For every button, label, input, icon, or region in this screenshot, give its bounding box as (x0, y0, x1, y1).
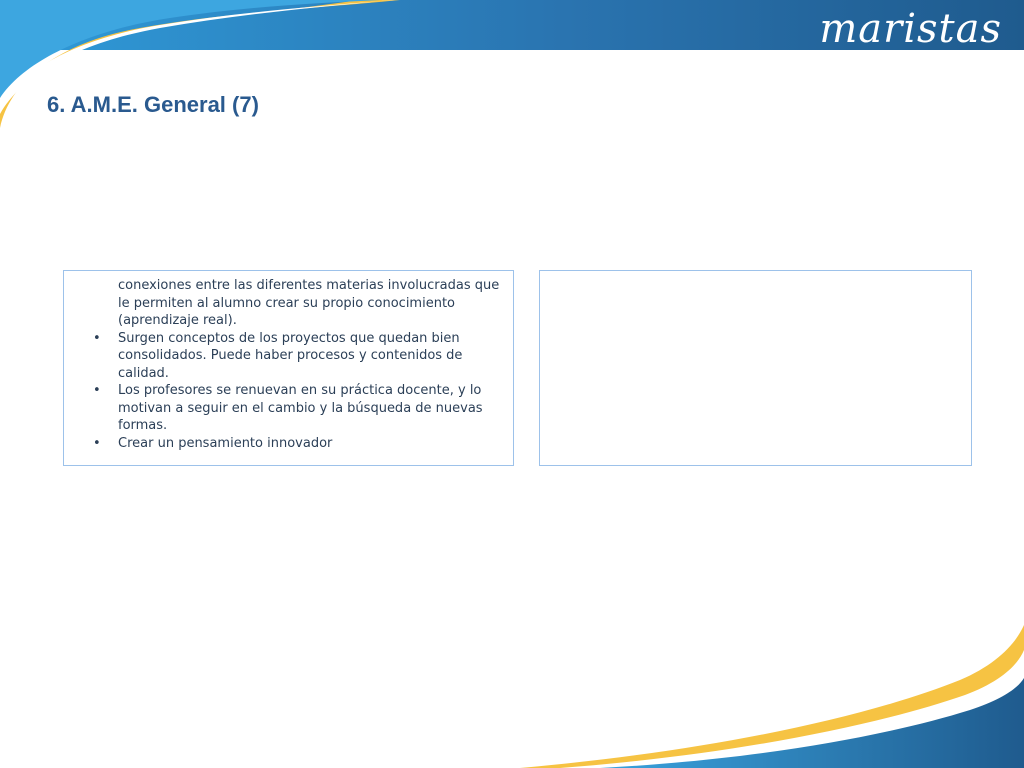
left-content-panel (63, 270, 514, 466)
list-item (93, 435, 503, 453)
bottom-wave (520, 625, 1024, 768)
lead-paragraph: conexiones entre las diferentes materias involucradas que le permiten al alumno crear su propio conocimiento (aprendizaje real). (118, 278, 500, 328)
bullet-list (64, 330, 513, 453)
slide-title: 6. A.M.E. General (7) (47, 92, 259, 117)
list-item-text: Los profesores se renuevan en su práctica docente, y lo motivan a seguir en el cambio y la búsqueda de nuevas formas. (118, 383, 483, 433)
bullet-icon: • (93, 435, 101, 451)
right-content-panel (539, 270, 972, 466)
list-item-text: Crear un pensamiento innovador (118, 435, 333, 451)
brand-logo: maristas (819, 6, 1002, 52)
list-item-text: Surgen conceptos de los proyectos que quedan bien consolidados. Puede haber procesos y contenidos de calidad. (118, 330, 463, 381)
list-item (93, 382, 503, 435)
bullet-icon: • (93, 383, 101, 398)
list-item (93, 330, 503, 383)
bullet-icon: • (93, 330, 101, 346)
